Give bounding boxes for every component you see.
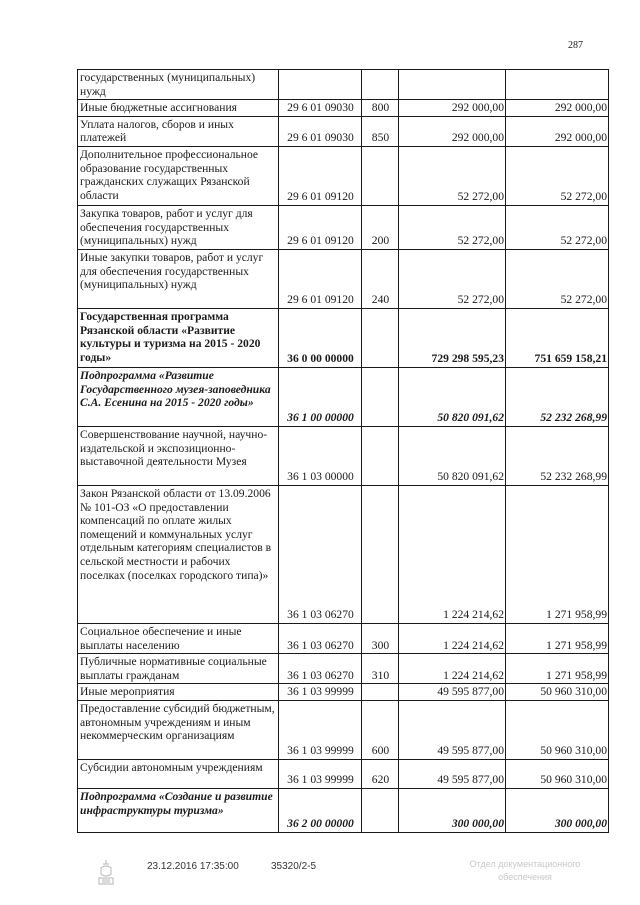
table-row xyxy=(78,116,609,146)
row-code-cell: 36 2 00 00000 xyxy=(279,788,362,832)
row-name-cell: Публичные нормативные социальные выплаты гражданам xyxy=(78,654,279,684)
row-expense-type-cell xyxy=(362,426,399,485)
row-amount-2017-cell: 292 000,00 xyxy=(399,100,506,117)
row-expense-type-cell xyxy=(362,684,399,701)
footer-doc-number: 35320/2-5 xyxy=(271,861,317,872)
row-amount-2017-cell: 49 595 877,00 xyxy=(399,700,506,759)
row-amount-2017-cell: 52 272,00 xyxy=(399,249,506,308)
table-row xyxy=(78,700,609,759)
row-name-cell: Предоставление субсидий бюджетным, автономным учреждениям и иным некоммерческим организациям xyxy=(78,700,279,759)
row-amount-2017-cell: 729 298 595,23 xyxy=(399,308,506,367)
row-amount-2018-cell xyxy=(506,70,609,100)
row-code-cell: 36 1 03 99999 xyxy=(279,759,362,788)
row-expense-type-cell: 850 xyxy=(362,116,399,146)
row-name-cell: Закон Рязанской области от 13.09.2006 № 101-ОЗ «О предоставлении компенсаций по оплате жилых помещений и коммунальных услуг отдельным категориям специалистов в сельской местности и рабочих поселках (поселках городского типа)» xyxy=(78,485,279,623)
row-amount-2018-cell: 751 659 158,21 xyxy=(506,308,609,367)
page-footer xyxy=(0,858,640,898)
row-amount-2018-cell: 1 271 958,99 xyxy=(506,623,609,653)
table-row xyxy=(78,485,609,623)
footer-timestamp: 23.12.2016 17:35:00 xyxy=(147,861,239,872)
table-row xyxy=(78,623,609,653)
row-amount-2017-cell: 1 224 214,62 xyxy=(399,623,506,653)
row-code-cell: 29 6 01 09030 xyxy=(279,116,362,146)
row-code-cell: 36 1 03 99999 xyxy=(279,700,362,759)
row-name-cell: Государственная программа Рязанской области «Развитие культуры и туризма на 2015 - 2020 годы» xyxy=(78,308,279,367)
row-name-cell: Уплата налогов, сборов и иных платежей xyxy=(78,116,279,146)
row-expense-type-cell: 600 xyxy=(362,700,399,759)
row-code-cell: 29 6 01 09120 xyxy=(279,205,362,249)
emblem-stamp-icon xyxy=(95,858,117,888)
row-expense-type-cell: 800 xyxy=(362,100,399,117)
table-row xyxy=(78,759,609,788)
row-amount-2017-cell: 49 595 877,00 xyxy=(399,684,506,701)
table-row xyxy=(78,654,609,684)
row-expense-type-cell: 240 xyxy=(362,249,399,308)
row-expense-type-cell xyxy=(362,485,399,623)
row-expense-type-cell xyxy=(362,308,399,367)
row-code-cell: 36 1 03 06270 xyxy=(279,654,362,684)
row-name-cell: Иные мероприятия xyxy=(78,684,279,701)
row-code-cell: 36 1 00 00000 xyxy=(279,367,362,426)
row-amount-2018-cell: 50 960 310,00 xyxy=(506,700,609,759)
row-amount-2017-cell: 292 000,00 xyxy=(399,116,506,146)
row-code-cell: 36 1 03 06270 xyxy=(279,623,362,653)
row-expense-type-cell: 200 xyxy=(362,205,399,249)
row-code-cell xyxy=(279,70,362,100)
row-amount-2018-cell: 50 960 310,00 xyxy=(506,759,609,788)
table-row xyxy=(78,367,609,426)
row-amount-2017-cell: 1 224 214,62 xyxy=(399,485,506,623)
table-row xyxy=(78,205,609,249)
row-amount-2018-cell: 52 272,00 xyxy=(506,205,609,249)
row-amount-2017-cell xyxy=(399,70,506,100)
row-name-cell: государственных (муниципальных) нужд xyxy=(78,70,279,100)
row-name-cell: Подпрограмма «Создание и развитие инфраструктуры туризма» xyxy=(78,788,279,832)
row-name-cell: Совершенствование научной, научно-издательской и экспозиционно-выставочной деятельности Музея xyxy=(78,426,279,485)
row-amount-2017-cell: 52 272,00 xyxy=(399,146,506,205)
row-code-cell: 29 6 01 09030 xyxy=(279,100,362,117)
row-code-cell: 36 1 03 00000 xyxy=(279,426,362,485)
row-amount-2018-cell: 52 232 268,99 xyxy=(506,426,609,485)
row-name-cell: Иные закупки товаров, работ и услуг для обеспечения государственных (муниципальных) нужд xyxy=(78,249,279,308)
table-row xyxy=(78,249,609,308)
row-amount-2018-cell: 52 272,00 xyxy=(506,249,609,308)
row-amount-2018-cell: 52 232 268,99 xyxy=(506,367,609,426)
row-amount-2017-cell: 50 820 091,62 xyxy=(399,367,506,426)
row-amount-2017-cell: 52 272,00 xyxy=(399,205,506,249)
row-amount-2017-cell: 300 000,00 xyxy=(399,788,506,832)
row-amount-2017-cell: 50 820 091,62 xyxy=(399,426,506,485)
row-amount-2017-cell: 49 595 877,00 xyxy=(399,759,506,788)
row-name-cell: Иные бюджетные ассигнования xyxy=(78,100,279,117)
row-name-cell: Закупка товаров, работ и услуг для обеспечения государственных (муниципальных) нужд xyxy=(78,205,279,249)
row-code-cell: 36 0 00 00000 xyxy=(279,308,362,367)
row-code-cell: 29 6 01 09120 xyxy=(279,146,362,205)
row-expense-type-cell: 300 xyxy=(362,623,399,653)
row-amount-2018-cell: 52 272,00 xyxy=(506,146,609,205)
row-amount-2017-cell: 1 224 214,62 xyxy=(399,654,506,684)
row-name-cell: Социальное обеспечение и иные выплаты населению xyxy=(78,623,279,653)
table-row xyxy=(78,684,609,701)
table-row xyxy=(78,70,609,100)
row-expense-type-cell xyxy=(362,367,399,426)
table-row xyxy=(78,100,609,117)
row-amount-2018-cell: 292 000,00 xyxy=(506,100,609,117)
row-name-cell: Субсидии автономным учреждениям xyxy=(78,759,279,788)
row-amount-2018-cell: 292 000,00 xyxy=(506,116,609,146)
row-amount-2018-cell: 1 271 958,99 xyxy=(506,654,609,684)
row-expense-type-cell xyxy=(362,146,399,205)
row-expense-type-cell: 620 xyxy=(362,759,399,788)
table-row xyxy=(78,788,609,832)
row-expense-type-cell xyxy=(362,788,399,832)
footer-watermark: Отдел документационного обеспечения xyxy=(469,859,581,882)
table-row xyxy=(78,308,609,367)
row-amount-2018-cell: 1 271 958,99 xyxy=(506,485,609,623)
table-row xyxy=(78,146,609,205)
row-amount-2018-cell: 300 000,00 xyxy=(506,788,609,832)
row-code-cell: 36 1 03 06270 xyxy=(279,485,362,623)
page-number: 287 xyxy=(568,40,583,51)
row-amount-2018-cell: 50 960 310,00 xyxy=(506,684,609,701)
budget-table xyxy=(77,69,609,833)
row-expense-type-cell xyxy=(362,70,399,100)
row-code-cell: 29 6 01 09120 xyxy=(279,249,362,308)
row-expense-type-cell: 310 xyxy=(362,654,399,684)
row-name-cell: Дополнительное профессиональное образование государственных гражданских служащих Рязанской области xyxy=(78,146,279,205)
row-name-cell: Подпрограмма «Развитие Государственного музея-заповедника С.А. Есенина на 2015 - 2020 годы» xyxy=(78,367,279,426)
row-code-cell: 36 1 03 99999 xyxy=(279,684,362,701)
table-row xyxy=(78,426,609,485)
